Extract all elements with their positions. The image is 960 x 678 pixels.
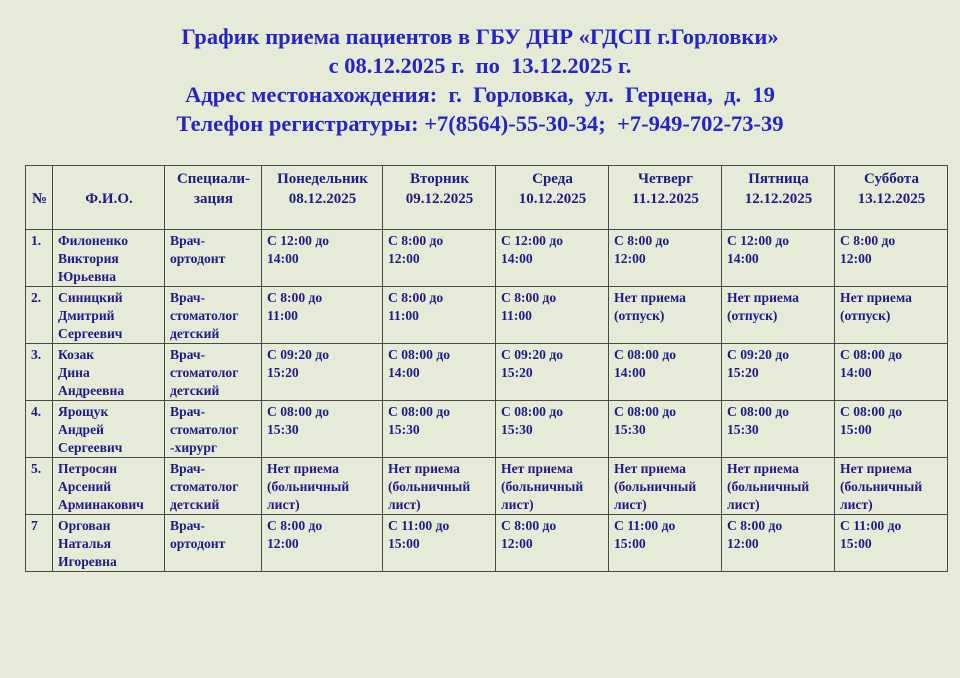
doctor-name-line: Наталья: [58, 536, 111, 551]
schedule-cell-line: С 12:00 до: [501, 233, 564, 248]
table-row: [26, 515, 948, 572]
schedule-cell: [722, 515, 835, 572]
doctor-name-line: Петросян: [58, 461, 118, 476]
specialization-line: Врач-: [170, 290, 206, 305]
column-header-day: [496, 166, 609, 230]
schedule-cell-line: 12:00: [388, 251, 420, 266]
schedule-cell-line: С 8:00 до: [840, 233, 896, 248]
schedule-cell: [496, 401, 609, 458]
doctor-name-line: Виктория: [58, 251, 119, 266]
schedule-cell-line: 14:00: [501, 251, 533, 266]
day-date: 10.12.2025: [518, 191, 587, 207]
schedule-table: [25, 165, 948, 572]
day-name: Пятница: [748, 171, 809, 187]
schedule-cell: [609, 287, 722, 344]
specialization: [165, 287, 262, 344]
schedule-cell-line: С 08:00 до: [501, 404, 564, 419]
doctor-name-line: Козак: [58, 347, 95, 362]
specialization-line: Врач-: [170, 347, 206, 362]
row-number: 5.: [26, 458, 53, 515]
schedule-cell-line: (больничный: [840, 479, 923, 494]
day-date: 13.12.2025: [857, 191, 926, 207]
doctor-name-line: Андрей: [58, 422, 104, 437]
doctor-name-line: Арминакович: [58, 497, 144, 512]
schedule-cell: [722, 287, 835, 344]
schedule-cell-line: С 08:00 до: [840, 404, 903, 419]
schedule-cell-line: 11:00: [267, 308, 298, 323]
schedule-cell: [496, 287, 609, 344]
schedule-cell-line: С 08:00 до: [388, 347, 451, 362]
doctor-name-line: Сергеевич: [58, 326, 123, 341]
specialization: [165, 458, 262, 515]
schedule-cell-line: 15:00: [840, 422, 872, 437]
row-number: 3.: [26, 344, 53, 401]
schedule-cell: [609, 515, 722, 572]
day-date: 11.12.2025: [632, 191, 699, 207]
schedule-cell-line: С 09:20 до: [501, 347, 564, 362]
specialization-line: детский: [170, 497, 220, 512]
schedule-cell-line: 11:00: [501, 308, 532, 323]
column-header-day: [609, 166, 722, 230]
day-name: Среда: [532, 171, 573, 187]
schedule-cell-line: лист): [501, 497, 534, 512]
schedule-cell-line: С 09:20 до: [267, 347, 330, 362]
specialization-line: стоматолог: [170, 365, 239, 380]
schedule-cell-line: 14:00: [388, 365, 420, 380]
doctor-name: [53, 344, 165, 401]
schedule-cell-line: Нет приема: [840, 290, 912, 305]
schedule-cell-line: Нет приема: [501, 461, 573, 476]
schedule-cell-line: 15:30: [388, 422, 420, 437]
schedule-cell: [835, 458, 948, 515]
schedule-cell-line: (больничный: [614, 479, 697, 494]
row-number: 4.: [26, 401, 53, 458]
day-name: Вторник: [410, 171, 469, 187]
header-phone: Телефон регистратуры: +7(8564)-55-30-34; +7-949-702-73-39: [176, 111, 784, 136]
doctor-name: [53, 515, 165, 572]
column-header-day: [262, 166, 383, 230]
schedule-cell-line: Нет приема: [388, 461, 460, 476]
specialization-line: Врач-: [170, 518, 206, 533]
column-header-name: Ф.И.О.: [53, 166, 165, 230]
column-header-specialization: [165, 166, 262, 230]
schedule-cell-line: 14:00: [267, 251, 299, 266]
schedule-cell-line: С 12:00 до: [267, 233, 330, 248]
row-number: 7: [26, 515, 53, 572]
document-header: [0, 22, 960, 138]
schedule-cell-line: 12:00: [840, 251, 872, 266]
specialization-line: Врач-: [170, 404, 206, 419]
schedule-cell-line: (больничный: [388, 479, 471, 494]
schedule-cell-line: (отпуск): [840, 308, 891, 323]
table-row: [26, 458, 948, 515]
schedule-cell-line: С 11:00 до: [388, 518, 450, 533]
specialization-line: Врач-: [170, 233, 206, 248]
schedule-cell-line: С 8:00 до: [388, 290, 444, 305]
doctor-name-line: Ярощук: [58, 404, 109, 419]
schedule-cell-line: 15:30: [614, 422, 646, 437]
table-row: [26, 401, 948, 458]
doctor-name-line: Арсений: [58, 479, 112, 494]
day-name: Суббота: [864, 171, 919, 187]
schedule-cell-line: С 11:00 до: [614, 518, 676, 533]
schedule-cell-line: Нет приема: [614, 290, 686, 305]
schedule-cell: [383, 230, 496, 287]
schedule-cell-line: Нет приема: [614, 461, 686, 476]
schedule-cell-line: 12:00: [267, 536, 299, 551]
day-name: Понедельник: [277, 171, 368, 187]
row-number: 2.: [26, 287, 53, 344]
specialization-line: ортодонт: [170, 536, 226, 551]
doctor-name-line: Игоревна: [58, 554, 117, 569]
table-row: [26, 230, 948, 287]
schedule-cell: [722, 401, 835, 458]
schedule-cell-line: лист): [614, 497, 647, 512]
header-title: График приема пациентов в ГБУ ДНР «ГДСП г.Горловки»: [181, 24, 779, 49]
schedule-cell-line: Нет приема: [267, 461, 339, 476]
doctor-name-line: Дмитрий: [58, 308, 115, 323]
day-date: 12.12.2025: [744, 191, 813, 207]
schedule-cell: [835, 287, 948, 344]
specialization-line: Врач-: [170, 461, 206, 476]
schedule-cell: [262, 287, 383, 344]
schedule-cell-line: 12:00: [614, 251, 646, 266]
schedule-cell: [262, 458, 383, 515]
schedule-cell-line: Нет приема: [727, 290, 799, 305]
schedule-cell: [835, 401, 948, 458]
schedule-cell: [262, 401, 383, 458]
specialization-line: детский: [170, 326, 220, 341]
schedule-cell-line: С 08:00 до: [388, 404, 451, 419]
schedule-cell-line: 14:00: [840, 365, 872, 380]
column-header-number: №: [26, 166, 53, 230]
schedule-cell: [722, 344, 835, 401]
column-header-specialization-line: зация: [194, 191, 233, 207]
schedule-cell: [835, 230, 948, 287]
specialization-line: ортодонт: [170, 251, 226, 266]
specialization: [165, 515, 262, 572]
schedule-cell: [722, 230, 835, 287]
day-date: 09.12.2025: [405, 191, 474, 207]
schedule-cell-line: 15:00: [614, 536, 646, 551]
specialization: [165, 344, 262, 401]
schedule-cell-line: 15:20: [501, 365, 533, 380]
doctor-name: [53, 230, 165, 287]
schedule-cell: [835, 344, 948, 401]
schedule-cell: [496, 230, 609, 287]
schedule-cell-line: С 8:00 до: [614, 233, 670, 248]
header-address: Адрес местонахождения: г. Горловка, ул. Герцена, д. 19: [185, 82, 775, 107]
schedule-cell-line: 12:00: [501, 536, 533, 551]
schedule-cell-line: С 8:00 до: [501, 518, 557, 533]
schedule-cell: [496, 344, 609, 401]
doctor-name-line: Синицкий: [58, 290, 123, 305]
doctor-name: [53, 401, 165, 458]
day-date: 08.12.2025: [288, 191, 357, 207]
schedule-cell: [383, 401, 496, 458]
schedule-cell-line: 12:00: [727, 536, 759, 551]
schedule-cell: [609, 458, 722, 515]
doctor-name-line: Филоненко: [58, 233, 129, 248]
schedule-cell-line: С 08:00 до: [614, 347, 677, 362]
row-number: 1.: [26, 230, 53, 287]
schedule-cell-line: 15:00: [840, 536, 872, 551]
specialization-line: стоматолог: [170, 479, 239, 494]
schedule-cell: [262, 230, 383, 287]
schedule-cell: [262, 515, 383, 572]
schedule-cell-line: (отпуск): [614, 308, 665, 323]
schedule-cell-line: 15:20: [727, 365, 759, 380]
schedule-cell-line: (больничный: [267, 479, 350, 494]
schedule-cell-line: С 8:00 до: [267, 518, 323, 533]
header-row: [26, 166, 948, 230]
schedule-cell-line: 15:30: [727, 422, 759, 437]
schedule-cell-line: С 8:00 до: [727, 518, 783, 533]
table-row: [26, 287, 948, 344]
schedule-cell: [383, 515, 496, 572]
schedule-cell: [609, 401, 722, 458]
schedule-cell: [496, 515, 609, 572]
doctor-name-line: Юрьевна: [58, 269, 117, 284]
schedule-cell-line: лист): [727, 497, 760, 512]
schedule-cell-line: 14:00: [727, 251, 759, 266]
doctor-name-line: Андреевна: [58, 383, 125, 398]
schedule-cell: [835, 515, 948, 572]
schedule-cell-line: (отпуск): [727, 308, 778, 323]
schedule-cell-line: С 08:00 до: [614, 404, 677, 419]
specialization-line: стоматолог: [170, 308, 239, 323]
schedule-cell: [496, 458, 609, 515]
schedule-cell-line: С 08:00 до: [727, 404, 790, 419]
schedule-cell-line: Нет приема: [840, 461, 912, 476]
schedule-cell-line: лист): [840, 497, 873, 512]
specialization-line: детский: [170, 383, 220, 398]
schedule-cell-line: лист): [267, 497, 300, 512]
schedule-cell-line: С 12:00 до: [727, 233, 790, 248]
schedule-cell-line: С 08:00 до: [840, 347, 903, 362]
schedule-cell-line: С 08:00 до: [267, 404, 330, 419]
doctor-name: [53, 287, 165, 344]
doctor-name-line: Сергеевич: [58, 440, 123, 455]
schedule-cell: [383, 287, 496, 344]
schedule-cell-line: С 09:20 до: [727, 347, 790, 362]
doctor-name: [53, 458, 165, 515]
schedule-cell: [722, 458, 835, 515]
column-header-day: [383, 166, 496, 230]
specialization-line: стоматолог: [170, 422, 239, 437]
schedule-cell: [383, 344, 496, 401]
doctor-name-line: Оргован: [58, 518, 111, 533]
schedule-body: [26, 230, 948, 572]
schedule-cell-line: (больничный: [501, 479, 584, 494]
schedule-cell: [609, 230, 722, 287]
column-header-specialization-line: Специали-: [176, 171, 251, 187]
schedule-cell-line: С 8:00 до: [267, 290, 323, 305]
schedule-cell-line: лист): [388, 497, 421, 512]
specialization-line: -хирург: [170, 440, 218, 455]
schedule-cell-line: 15:20: [267, 365, 299, 380]
schedule-cell-line: 11:00: [388, 308, 419, 323]
schedule-cell: [262, 344, 383, 401]
schedule-cell-line: (больничный: [727, 479, 810, 494]
schedule-cell: [609, 344, 722, 401]
doctor-name-line: Дина: [58, 365, 90, 380]
schedule-cell-line: С 11:00 до: [840, 518, 902, 533]
schedule-cell-line: 15:30: [501, 422, 533, 437]
column-header-day: [722, 166, 835, 230]
day-name: Четверг: [638, 171, 693, 187]
specialization: [165, 401, 262, 458]
header-date-range: с 08.12.2025 г. по 13.12.2025 г.: [328, 53, 632, 78]
schedule-cell-line: С 8:00 до: [388, 233, 444, 248]
schedule-cell-line: 15:00: [388, 536, 420, 551]
table-row: [26, 344, 948, 401]
schedule-cell-line: 14:00: [614, 365, 646, 380]
schedule-cell-line: Нет приема: [727, 461, 799, 476]
schedule-cell: [383, 458, 496, 515]
schedule-cell-line: С 8:00 до: [501, 290, 557, 305]
column-header-day: [835, 166, 948, 230]
schedule-cell-line: 15:30: [267, 422, 299, 437]
specialization: [165, 230, 262, 287]
